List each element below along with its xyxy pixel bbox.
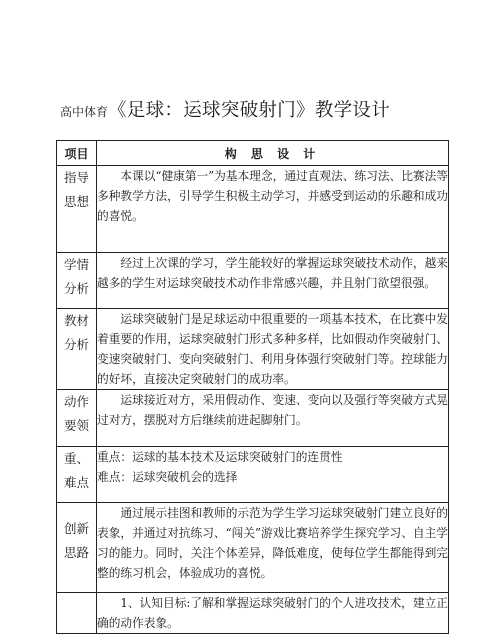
row-content: 重点：运球的基本技术及运球突破射门的连贯性 难点：运球突破机会的选择 <box>97 447 449 503</box>
header-design: 构 思 设 计 <box>97 141 449 166</box>
row-content: 通过展示挂图和教师的示范为学生学习运球突破射门建立良好的表象，并通过对抗练习、“闯关”游戏比赛培养学生探究学习、自主学习的能力。同时，关注个体差异，降低难度，使每位学生都能得到完整的练习机会，体验成功的喜悦。 <box>97 503 449 593</box>
table-row-innovation <box>57 503 449 593</box>
table-row-objectives <box>57 593 449 634</box>
title-prefix: 高中体育 <box>60 105 109 119</box>
table-row-learner-analysis <box>57 253 449 309</box>
header-item: 项目 <box>57 141 97 166</box>
row-label: 创新 思路 <box>57 503 97 593</box>
row-content: 本课以“健康第一”为基本理念，通过直观法、练习法、比赛法等多种教学方法，引导学生积极主动学习，并感受到运动的乐趣和成功的喜悦。 <box>97 166 449 253</box>
row-label: 教材 分析 <box>57 309 97 390</box>
table-row-key-movements <box>57 390 449 447</box>
row-label <box>57 593 97 634</box>
row-content: 运球接近对方，采用假动作、变速、变向以及强行等突破方式晃过对方，摆脱对方后继续前进起脚射门。 <box>97 390 449 447</box>
row-label: 指导 思想 <box>57 166 97 253</box>
design-table <box>56 140 449 634</box>
table-row-guiding-idea <box>57 166 449 253</box>
table-row-material-analysis <box>57 309 449 390</box>
row-content: 经过上次课的学习，学生能较好的掌握运球突破技术动作，越来越多的学生对运球突破技术动作非常感兴趣，并且射门欲望很强。 <box>97 253 449 309</box>
table-row-focus-difficulty <box>57 447 449 503</box>
row-label: 动作 要领 <box>57 390 97 447</box>
row-content: 1、认知目标:了解和掌握运球突破射门的个人进攻技术，建立正确的动作表象。 <box>97 593 449 634</box>
row-content: 运球突破射门是足球运动中很重要的一项基本技术，在比赛中发着重要的作用，运球突破射门形式多种多样，比如假动作突破射门、变速突破射门、变向突破射门、利用身体强行突破射门等。控球能力的好坏，直接决定突破射门的成功率。 <box>97 309 449 390</box>
document-title <box>60 99 460 124</box>
row-label: 学情 分析 <box>57 253 97 309</box>
title-main: 《足球：运球突破射门》教学设计 <box>108 100 391 121</box>
row-label: 重、 难点 <box>57 447 97 503</box>
table-header-row <box>57 141 449 166</box>
